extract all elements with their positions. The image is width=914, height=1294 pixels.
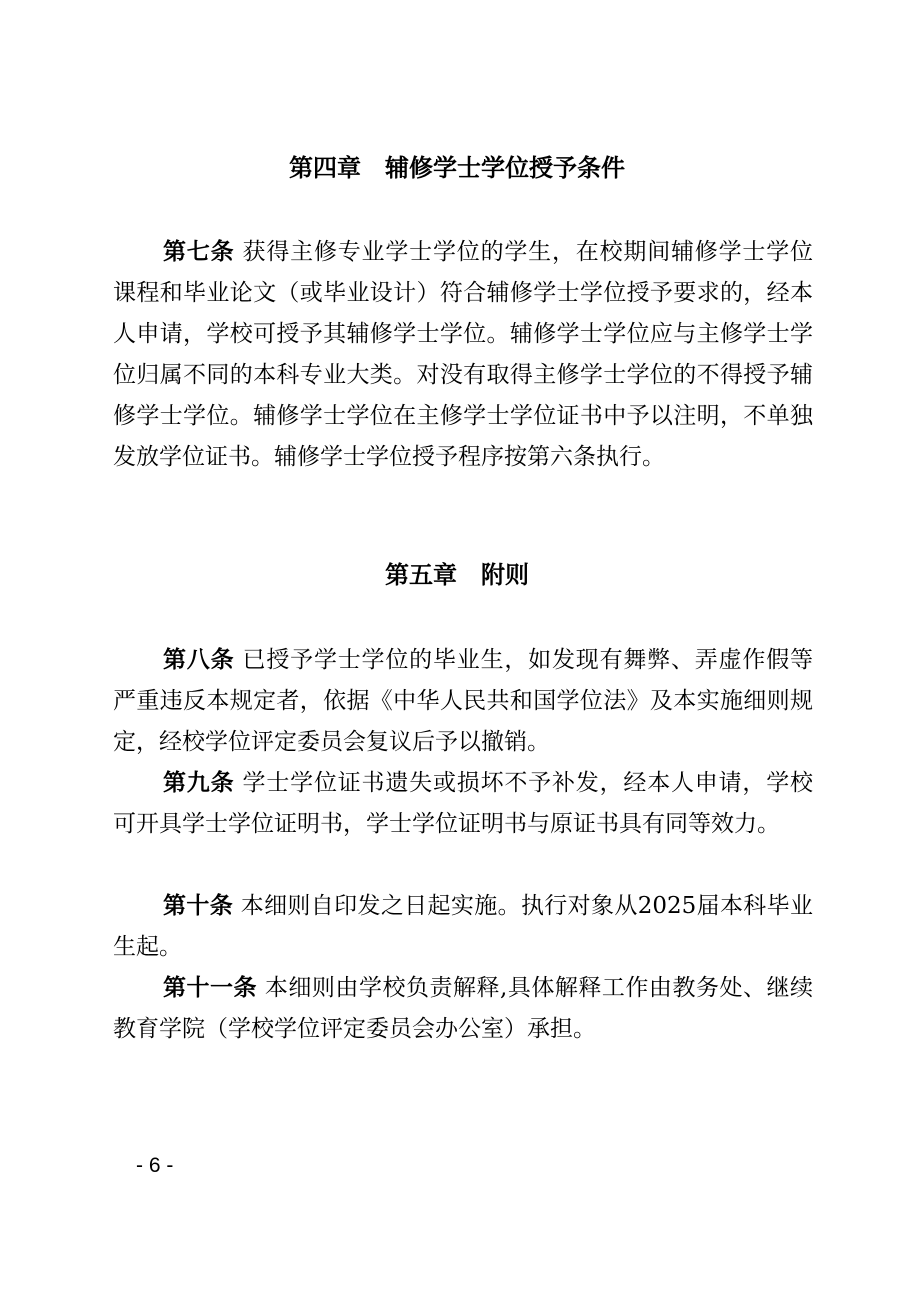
article-10 [113, 886, 813, 968]
chapter-5-title: 第五章 附则 [385, 561, 529, 589]
article-8-text: 已授予学士学位的毕业生，如发现有舞弊、弄虚作假等严重违反本规定者，依据《中华人民共和国学位法》及本实施细则规定，经校学位评定委员会复议后予以撤销。 [113, 647, 814, 755]
article-11-text: 本细则由学校负责解释,具体解释工作由教务处、继续教育学院（学校学位评定委员会办公室）承担。 [113, 975, 814, 1042]
page-number: - 6 - [136, 1154, 174, 1177]
article-10-text: 本细则自印发之日起实施。执行对象从2025届本科毕业生起。 [113, 893, 813, 960]
article-9-number: 第九条 [163, 770, 235, 796]
article-11-number: 第十一条 [163, 975, 258, 1001]
article-9-text: 学士学位证书遗失或损坏不予补发，经本人申请，学校可开具学士学位证明书，学士学位证明书与原证书具有同等效力。 [113, 770, 814, 837]
article-8 [113, 640, 813, 763]
article-7 [113, 232, 813, 478]
article-7-text: 获得主修专业学士学位的学生，在校期间辅修学士学位课程和毕业论文（或毕业设计）符合辅修学士学位授予要求的，经本人申请，学校可授予其辅修学士学位。辅修学士学位应与主修学士学位归属不同的本科专业大类。对没有取得主修学士学位的不得授予辅修学士学位。辅修学士学位在主修学士学位证书中予以注明，不单独发放学位证书。辅修学士学位授予程序按第六条执行。 [113, 239, 814, 470]
chapter-4-title: 第四章 辅修学士学位授予条件 [289, 154, 625, 182]
article-9 [113, 763, 813, 845]
article-11 [113, 968, 813, 1050]
article-7-number: 第七条 [163, 239, 235, 265]
article-10-number: 第十条 [163, 893, 234, 919]
article-8-number: 第八条 [163, 647, 235, 673]
